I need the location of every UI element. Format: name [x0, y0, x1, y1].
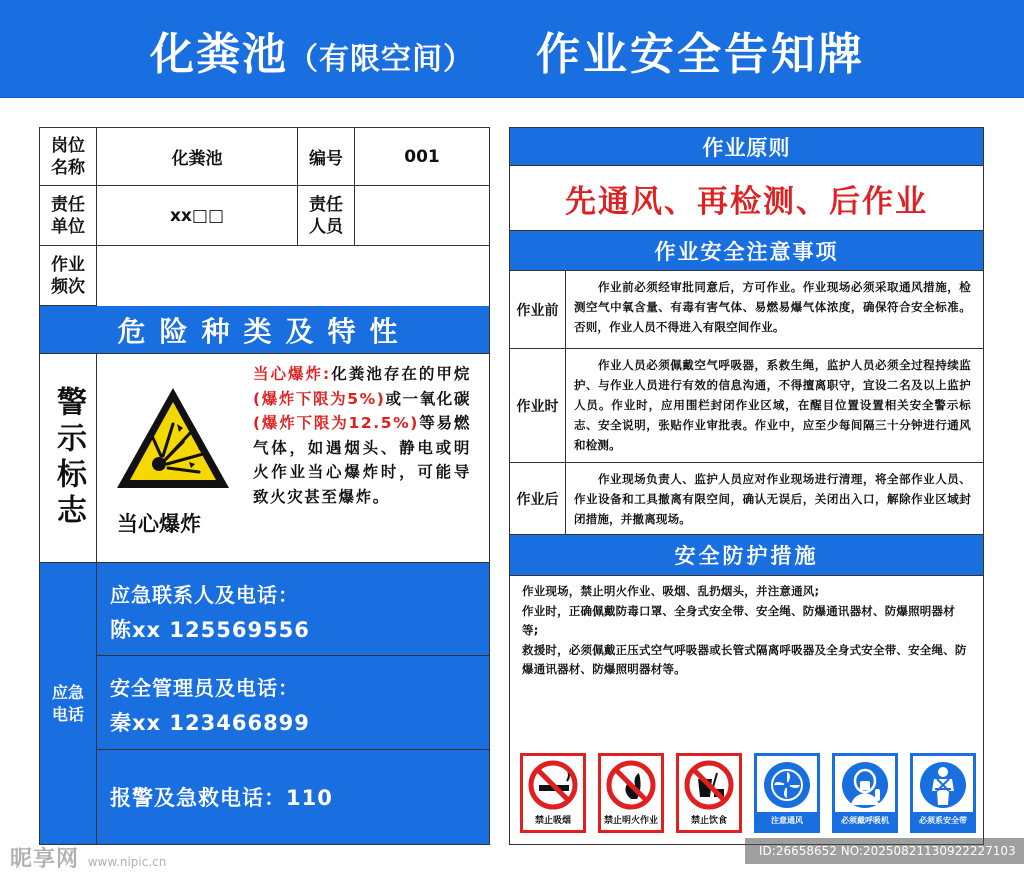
principle-title: 作业原则	[510, 128, 983, 166]
no-food-drink-icon	[683, 759, 735, 811]
header-title-left: 化粪池（有限空间）	[150, 29, 474, 80]
sign-safety-harness	[910, 753, 976, 833]
safety-harness-icon	[917, 759, 969, 811]
protection-line: 救援时，必须佩戴正压式空气呼吸器或长管式隔离呼吸器及全身式安全带、安全绳、防爆通讯器材、防爆照明器材等。	[522, 642, 967, 676]
resp-unit-label: 责任单位	[40, 186, 97, 246]
protection-line: 作业时，正确佩戴防毒口罩、全身式安全带、安全绳、防爆通讯器材、防爆照明器材等;	[522, 603, 955, 637]
sign-respirator	[832, 753, 898, 833]
phase-before-label: 作业前	[510, 271, 566, 349]
phase-during-text: 作业人员必须佩戴空气呼吸器，系救生绳，监护人员必须全过程持续监护、与作业人员进行有效的信息沟通，不得擅离职守，宜设二名及以上监护人员。作业时，应用围栏封闭作业区域，在醒目位置设置相关安全警示标志、安全说明，张贴作业审批表。作业中，应至少每间隔三十分钟进行通风和检测。	[566, 349, 983, 463]
number-value: 001	[355, 128, 489, 186]
hazard-description: 当心爆炸:化粪池存在的甲烷(爆炸下限为5%)或一氧化碳(爆炸下限为12.5%)等易燃气体，如遇烟头、静电或明火作业当心爆炸时，可能导致火灾甚至爆炸。	[253, 365, 471, 506]
resp-person-value	[355, 186, 489, 246]
sign-no-open-flame	[598, 753, 664, 833]
emergency-contact: 应急联系人及电话： 陈xx 125569556	[97, 563, 489, 656]
principle-text: 先通风、再检测、后作业	[510, 166, 983, 231]
explosion-caption: 当心爆炸	[117, 512, 201, 536]
resp-unit-value: xx□□	[97, 186, 298, 246]
post-name-value: 化粪池	[97, 128, 298, 186]
watermark-right: ID:26658652 NO:20250821130922227103	[745, 838, 1024, 864]
resp-person-label: 责任人员	[298, 186, 355, 246]
safety-manager-contact: 安全管理员及电话： 秦xx 123466899	[97, 656, 489, 750]
right-panel	[509, 127, 984, 845]
sign-no-smoking	[520, 753, 586, 833]
sign-caption: 必须系安全带	[913, 812, 973, 830]
phase-after-text: 作业现场负责人、监护人员应对作业现场进行清理，将全部作业人员、作业设备和工具撤离有限空间，确认无误后，关闭出入口，解除作业区域封闭措施，并撤离现场。	[566, 463, 983, 535]
phase-during-label: 作业时	[510, 349, 566, 463]
warning-sign-body	[97, 354, 489, 563]
phase-before-text: 作业前必须经审批同意后，方可作业。作业现场必须采取通风措施，检测空气中氧含量、有毒有害气体、易燃易爆气体浓度，确保符合安全标准。否则，作业人员不得进入有限空间作业。	[566, 271, 983, 349]
safety-signs-row	[520, 753, 980, 835]
number-label: 编号	[298, 128, 355, 186]
sign-caption: 禁止明火作业	[603, 816, 658, 826]
left-panel	[39, 127, 490, 845]
phase-after-label: 作业后	[510, 463, 566, 535]
protection-measures	[510, 576, 983, 680]
sign-caption: 禁止饮食	[690, 816, 727, 826]
sign-no-food-drink	[676, 753, 742, 833]
warning-sign-label: 警示标志	[40, 354, 97, 563]
explosion-warning-icon	[113, 384, 233, 494]
watermark-left: 昵享网 www.nipic.cn	[10, 847, 167, 872]
alarm-phone: 报警及急救电话：110	[110, 786, 333, 810]
emergency-phone-label: 应急电话	[40, 563, 97, 844]
hazard-section-title: 危险种类及特性	[40, 306, 489, 354]
protection-line: 作业现场，禁止明火作业、吸烟、乱扔烟头，并注意通风;	[522, 584, 820, 598]
no-open-flame-icon	[605, 759, 657, 811]
notes-title: 作业安全注意事项	[510, 231, 983, 271]
emergency-section	[40, 563, 489, 844]
protection-title: 安全防护措施	[510, 535, 983, 576]
header-banner	[0, 0, 1024, 98]
freq-value	[97, 246, 489, 306]
sign-caption: 注意通风	[757, 812, 817, 830]
sign-caption: 必须戴呼吸机	[835, 812, 895, 830]
header-title-right: 作业安全告知牌	[536, 29, 865, 80]
post-name-label: 岗位名称	[40, 128, 97, 186]
sign-ventilation	[754, 753, 820, 833]
ventilation-icon	[761, 759, 813, 811]
respirator-icon	[839, 759, 891, 811]
freq-label: 作业频次	[40, 246, 97, 306]
no-smoking-icon	[527, 759, 579, 811]
sign-caption: 禁止吸烟	[534, 816, 571, 826]
